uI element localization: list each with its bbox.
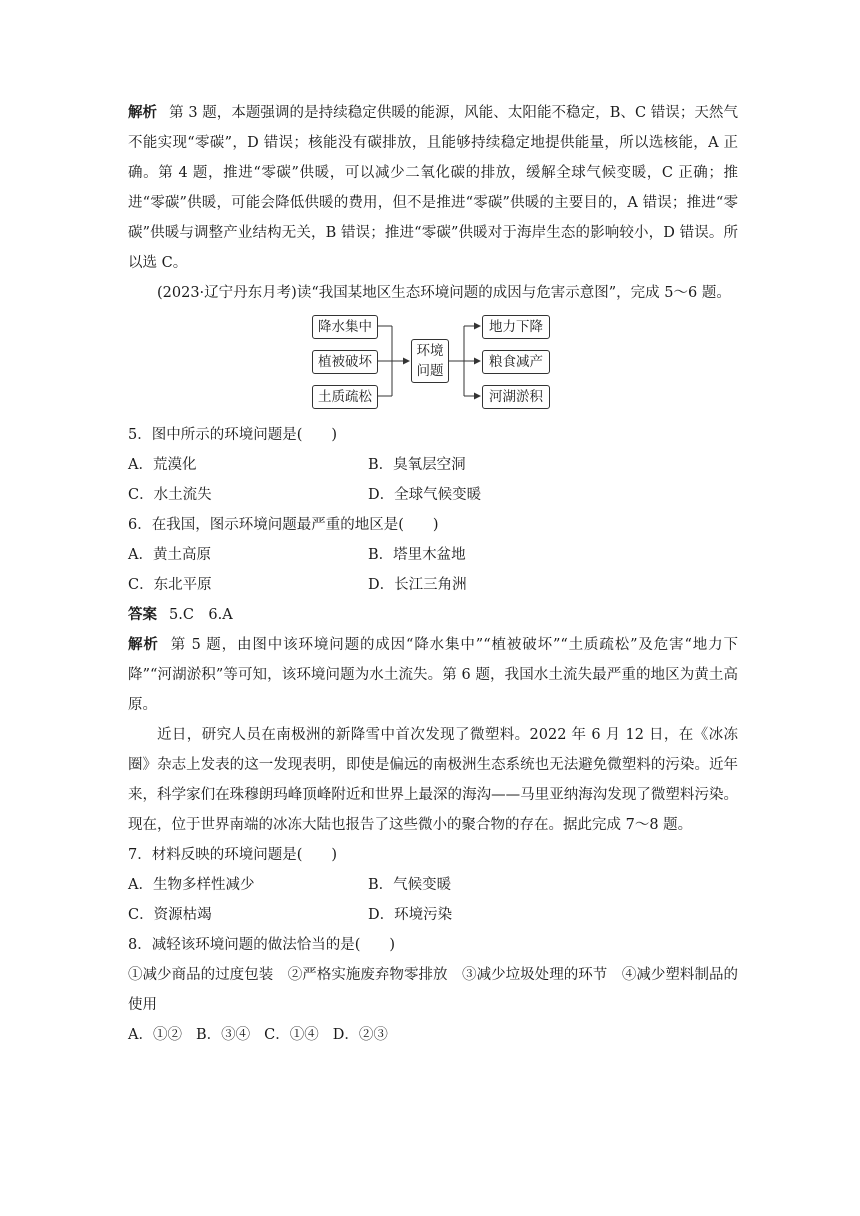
option: C．东北平原 xyxy=(128,577,212,593)
question-5-options xyxy=(128,480,738,510)
center-box xyxy=(411,339,449,383)
cause-box: 土质疏松 xyxy=(312,385,378,409)
question-7: 7．材料反映的环境问题是( ) xyxy=(128,847,338,863)
option: A．生物多样性减少 xyxy=(128,877,255,893)
question-6: 6．在我国，图示环境问题最严重的地区是( ) xyxy=(128,517,439,533)
question-8-options xyxy=(128,1020,738,1050)
cause-effect-diagram xyxy=(128,312,738,414)
option: B．臭氧层空洞 xyxy=(368,457,466,473)
option: C．水土流失 xyxy=(128,487,212,503)
answer-label: 答案 xyxy=(128,607,157,623)
document-content xyxy=(128,98,738,1050)
analysis-q5-q6 xyxy=(128,630,738,720)
center-line-1: 环境 xyxy=(416,343,444,359)
center-line-2: 问题 xyxy=(416,363,444,379)
option: A．荒漠化 xyxy=(128,457,197,473)
question-6-options xyxy=(128,540,738,570)
question-5: 5．图中所示的环境问题是( ) xyxy=(128,427,338,443)
question-7-options xyxy=(128,900,738,930)
analysis-label: 解析 xyxy=(128,637,159,653)
cause-box: 降水集中 xyxy=(312,315,378,339)
question-5-options xyxy=(128,450,738,480)
answer-text: 5.C 6.A xyxy=(169,607,233,623)
analysis-label: 解析 xyxy=(128,105,158,121)
option: A．黄土高原 xyxy=(128,547,211,563)
analysis-text: 第 5 题，由图中该环境问题的成因“降水集中”“植被破坏”“土质疏松”及危害“地力下降”“河湖淤积”等可知，该环境问题为水土流失。第 6 题，我国水土流失最严重的地区为黄土高原。 xyxy=(128,637,738,713)
question-6-options xyxy=(128,570,738,600)
option: D．长江三角洲 xyxy=(368,577,467,593)
option: B．气候变暖 xyxy=(368,877,452,893)
option: D．②③ xyxy=(332,1027,388,1043)
cause-box: 植被破坏 xyxy=(312,350,378,374)
option: C．①④ xyxy=(264,1027,319,1043)
passage-q7-q8: 近日，研究人员在南极洲的新降雪中首次发现了微塑料。2022 年 6 月 12 日，在《冰冻圈》杂志上发表的这一发现表明，即使是偏远的南极洲生态系统也无法避免微塑料的污染。近年来，科学家们在珠穆朗玛峰顶峰附近和世界上最深的海沟——马里亚纳海沟发现了微塑料污染。现在，位于世界南端的冰冻大陆也报告了这些微小的聚合物的存在。据此完成 7～8 题。 xyxy=(128,727,738,833)
option: D．环境污染 xyxy=(368,907,453,923)
effect-box: 粮食减产 xyxy=(482,350,550,374)
option: A．①② xyxy=(128,1027,182,1043)
question-7-options xyxy=(128,870,738,900)
option: C．资源枯竭 xyxy=(128,907,212,923)
answer-q5-q6 xyxy=(128,600,738,630)
effect-box: 地力下降 xyxy=(482,315,550,339)
option: B．③④ xyxy=(195,1027,251,1043)
effect-box: 河湖淤积 xyxy=(482,385,550,409)
analysis-text: 第 3 题，本题强调的是持续稳定供暖的能源，风能、太阳能不稳定，B、C 错误；天然气不能实现“零碳”，D 错误；核能没有碳排放，且能够持续稳定地提供能量，所以选核能，A 正确。第 4 题，推进“零碳”供暖，可以减少二氧化碳的排放，缓解全球气候变暖，C 正确；推进“零碳”供暖，可能会降低供暖的费用，但不是推进“零碳”供暖的主要目的，A 错误；推进“零碳”供暖与调整产业结构无关，B 错误；推进“零碳”供暖对于海岸生态的影响较小，D 错误。所以选 C。 xyxy=(128,105,738,271)
question-8-items: ①减少商品的过度包装 ②严格实施废弃物零排放 ③减少垃圾处理的环节 ④减少塑料制品的使用 xyxy=(128,967,738,1013)
intro-q5-q6: (2023·辽宁丹东月考)读“我国某地区生态环境问题的成因与危害示意图”，完成 5～6 题。 xyxy=(157,285,731,301)
option: D．全球气候变暖 xyxy=(368,487,482,503)
question-8: 8．减轻该环境问题的做法恰当的是( ) xyxy=(128,937,396,953)
analysis-q3-q4 xyxy=(128,98,738,278)
option: B．塔里木盆地 xyxy=(368,547,466,563)
